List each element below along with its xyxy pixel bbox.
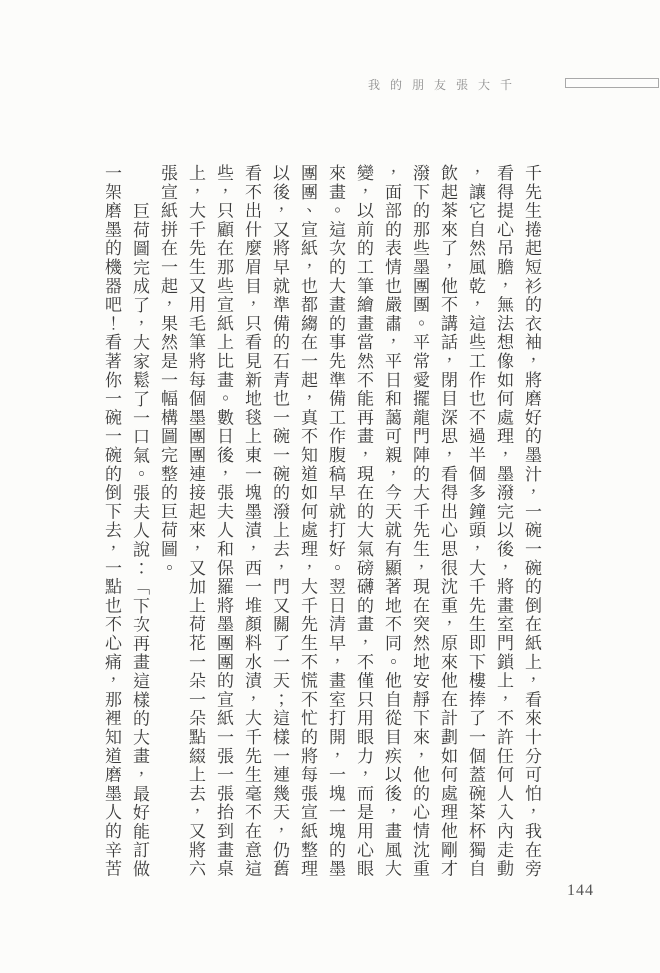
- running-head-rule: [565, 78, 659, 88]
- page-number: 144: [567, 882, 594, 899]
- paragraph-1: 千先生捲起短衫的衣袖，將磨好的墨汁，一碗一碗的倒在紙上，看來十分可怕，我在旁看得提心吊膽，無法想像如何處理，墨潑完以後，將畫室門鎖上，不許任何人入內走動，讓它自然風乾，這些工作也不過半個多鐘頭，大千先生即下樓捧了一個蓋碗茶杯獨自飲起茶來了，他不講話，閉目深思，看得出心思很沈重，原來他在計劃如何處理他剛才潑下的那些墨團團。平常愛擺龍門陣的大千先生，現在突然地安靜下來，他的心情沈重，面部的表情也嚴肅，平日和藹可親，今天就有顯著地不同。他自從目疾以後，畫風大變，以前的工筆繪畫當然不能再畫，現在的大氣磅礴的畫，不僅只用眼力，而是用心眼來畫。這次的大畫的事先準備工作腹稿早就打好。翌日清早，畫室打開，一塊一塊的墨團團、宣紙，也都縐在一起，真不知道如何處理，大千先生不慌不忙的將每張宣紙整理以後，又將早就準備的石青也一碗一碗的潑上去，門又關了一天；這樣一連幾天，仍舊看不出什麼眉目，只看見新地毯上東一塊墨漬，西一堆顏料水漬，大千先生毫不在意這些，只顧在那些宣紙上比畫。數日後，張夫人和保羅將墨團團的宣紙一張一張抬到畫桌上，大千先生又用毛筆將每個墨團團連接起來，又加上荷花一朵一朵點綴上去，又將六張宣紙拼在一起，果然是一幅構圖完整的巨荷圖。: [158, 164, 541, 879]
- paragraph-2: 巨荷圖完成了，大家鬆了一口氣。張夫人說：「下次再畫這樣的大畫，最好能訂做一架磨墨的機器吧！看著你一碗一碗的倒下去，一點也不心痛，那裡知道磨墨人的辛苦: [102, 164, 149, 879]
- running-head-title: 我的朋友張大千: [367, 78, 522, 92]
- body-text: [97, 164, 545, 879]
